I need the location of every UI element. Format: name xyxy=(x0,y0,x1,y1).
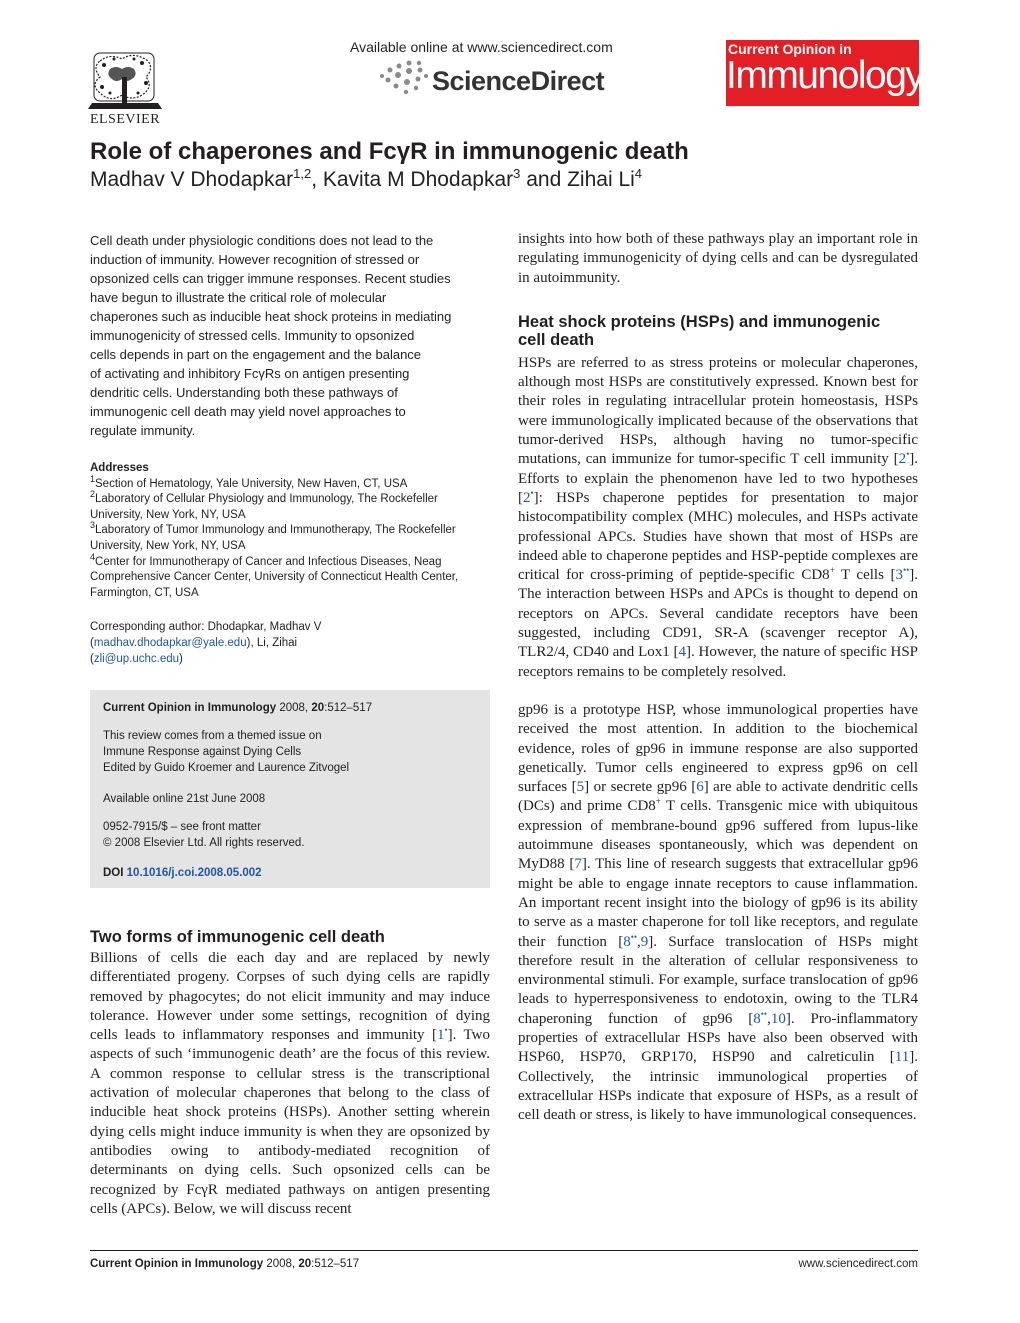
text-run: ]. The interaction between HSPs and APCs is thought to depend on receptors on APCs. Several candidate receptors have been suggested, including CD91, SR-A (scavenger receptor A), TLR2/4, CD40 and Lox1 [ xyxy=(518,567,918,661)
footer-citation xyxy=(90,1258,359,1270)
ref-link-1[interactable] xyxy=(437,1027,448,1043)
text-run: ]. Two aspects of such ‘immunogenic death’ are the focus of this review. A common response to cellular stress is the transcriptional activation of molecular chaperones that belong to the class of inducible heat shock proteins (HSPs). Another setting wherein dying cells might induce immunity is when they are opsonized by antibodies owing to antibody-mediated recognition of determinants on dying cells. Such opsonized cells can be recognized by FcγR mediated pathways on antigen presenting cells (APCs). Below, we will discuss recent xyxy=(90,1027,490,1217)
ref-link-6[interactable]: 6 xyxy=(696,779,704,796)
address-line: University, New York, NY, USA xyxy=(90,539,246,552)
corresponding-mid: ), Li, Zihai xyxy=(246,637,298,649)
issue-info-box xyxy=(90,690,490,888)
abstract-line: Cell death under physiologic conditions does not lead to the xyxy=(90,233,434,248)
address-line: University, New York, NY, USA xyxy=(90,508,246,521)
ref-number: 2 xyxy=(898,451,907,468)
body-paragraph-hsp xyxy=(518,354,918,682)
journal-banner-line2: Immunology xyxy=(726,54,924,97)
corresponding-email2-line: (zli@up.uchc.edu) xyxy=(90,653,183,665)
article-title: Role of chaperones and FcγR in immunogenic death xyxy=(90,138,689,165)
ref-link-2[interactable] xyxy=(899,451,910,467)
author-name: Madhav V Dhodapkar xyxy=(90,168,294,191)
footer-volume: 20 xyxy=(298,1258,312,1270)
ref-number: 8 xyxy=(753,1010,761,1027)
text-run: ] or secrete gp96 [ xyxy=(584,779,697,796)
author-affiliation-sup: 4 xyxy=(634,166,643,181)
address-item xyxy=(90,551,492,602)
superscript-plus: + xyxy=(655,796,661,807)
address-line: Laboratory of Cellular Physiology and Immunology, The Rockefeller xyxy=(95,493,438,506)
section-heading-two-forms: Two forms of immunogenic cell death xyxy=(90,928,385,946)
ref-link-9[interactable]: 9 xyxy=(640,933,649,950)
footer-journal: Current Opinion in Immunology xyxy=(90,1258,264,1270)
email-link-li[interactable]: zli@up.uchc.edu xyxy=(93,653,180,665)
sciencedirect-wordmark: ScienceDirect xyxy=(432,66,605,96)
author-name: Zihai Li xyxy=(567,168,635,191)
footer-divider xyxy=(90,1250,918,1251)
ref-link-5[interactable]: 5 xyxy=(576,779,585,796)
publisher-wordmark: ELSEVIER xyxy=(89,112,161,127)
infobox-themed-2: Immune Response against Dying Cells xyxy=(103,746,302,758)
doi-link[interactable]: 10.1016/j.coi.2008.05.002 xyxy=(126,867,262,879)
text-run: ] are able to activate dendritic cells (DCs) and prime CD8 xyxy=(518,779,918,815)
text-run: ]. However, the nature of specific HSP receptors remains to be completely resolved. xyxy=(518,644,919,680)
abstract-line: chaperones such as inducible heat shock proteins in mediating xyxy=(90,309,452,324)
section-heading-hsp xyxy=(518,313,918,349)
author-separator: , xyxy=(311,168,323,191)
journal-banner-line1: Current Opinion in xyxy=(728,41,852,57)
infobox-volume: 20 xyxy=(311,702,325,714)
abstract-line: opsonized cells can trigger immune responses. Recent studies xyxy=(90,271,451,286)
addresses-heading: Addresses xyxy=(90,462,149,474)
text-run: HSPs are referred to as stress proteins or molecular chaperones, although most HSPs are constitutively expressed. Known best for their roles in regulating intracellular protein homeostasis, HSPs were immunologically implicated because of the observations that tumor-derived HSPs, although having no tumor-specific mutations, can immunize for tumor-specific T cell immunity [ xyxy=(518,354,918,468)
infobox-themed-1: This review comes from a themed issue on xyxy=(103,730,322,742)
address-number: 3 xyxy=(90,520,96,531)
address-line: Center for Immunotherapy of Cancer and Infectious Diseases, Neag xyxy=(95,555,442,568)
infobox-copyright: © 2008 Elsevier Ltd. All rights reserved. xyxy=(103,837,305,849)
ref-number: 8 xyxy=(623,933,631,950)
abstract-line: cells depends in part on the engagement and the balance xyxy=(90,347,422,362)
journal-banner xyxy=(726,40,924,106)
ref-link-3[interactable] xyxy=(895,567,909,583)
infobox-journal: Current Opinion in Immunology xyxy=(103,702,277,714)
ref-link-2b[interactable] xyxy=(523,487,534,506)
ref-dot: • xyxy=(530,487,534,498)
right-column xyxy=(518,230,918,1125)
ref-dot: •• xyxy=(760,1008,768,1019)
text-run: ]. Collectively, the intrinsic immunological properties of extracellular HSPs indicate that exposure of HSPs, as a result of cell death or stress, is likely to have immunological consequences. xyxy=(518,1049,918,1124)
abstract xyxy=(90,231,482,440)
ref-link-7[interactable]: 7 xyxy=(574,856,582,873)
heading-line: cell death xyxy=(518,330,595,349)
abstract-line: of activating and inhibitory FcγRs on antigen presenting xyxy=(90,366,410,381)
body-paragraph-continuation: insights into how both of these pathways play an important role in regulating immunogenicity of dying cells and can be dysregulated in autoimmunity. xyxy=(518,231,918,286)
text-run: , xyxy=(637,933,641,950)
address-list xyxy=(90,473,492,602)
superscript-plus: + xyxy=(829,565,835,576)
infobox-issn: 0952-7915/$ – see front matter xyxy=(103,821,261,833)
author-affiliation-sup: 3 xyxy=(513,166,521,181)
text-run: ]. Pro-inflammatory properties of extracellular HSPs have also been observed with HSP60, HSP70, GRP170, HSP90 and calreticulin [ xyxy=(518,1010,918,1066)
ref-dot: • xyxy=(444,1025,448,1036)
address-number: 2 xyxy=(90,489,96,500)
address-item xyxy=(90,520,492,554)
body-paragraph-gp96 xyxy=(518,701,918,1126)
author-list xyxy=(90,168,642,192)
ref-number: 1 xyxy=(436,1027,445,1044)
corresponding-author xyxy=(90,619,490,667)
addresses xyxy=(90,461,492,601)
address-line: Comprehensive Cancer Center, University of Connecticut Health Center, xyxy=(90,571,459,584)
heading-line: Heat shock proteins (HSPs) and immunogenic xyxy=(518,312,881,331)
text-run: T cells. Transgenic mice with ubiquitous expression of membrane-bound gp96 suffered from lupus-like autoimmune diseases spontaneously, which was dependent on MyD88 [ xyxy=(518,798,918,873)
text-run: ]: HSPs chaperone peptides for presentation to major histocompatibility complex (MHC) molecules, and HSPs activate professional APCs. Studies have shown that most of HSPs are indeed able to chaperone peptides and HSP-peptide complexes are critical for cross-priming of peptide-specific CD8 xyxy=(518,489,918,584)
ref-link-8[interactable] xyxy=(623,931,638,950)
footer-year: 2008, xyxy=(266,1258,296,1270)
author-name: Kavita M Dhodapkar xyxy=(322,168,514,191)
infobox-themed-3: Edited by Guido Kroemer and Laurence Zitvogel xyxy=(103,762,350,774)
ref-link-10[interactable]: 10 xyxy=(770,1010,786,1027)
corresponding-line: Corresponding author: Dhodapkar, Madhav V xyxy=(90,621,322,633)
abstract-line: dendritic cells. Understanding both these pathways of xyxy=(90,385,398,400)
infobox-pages: :512–517 xyxy=(324,702,373,714)
infobox-available: Available online 21st June 2008 xyxy=(103,793,266,805)
ref-dot: •• xyxy=(630,931,638,942)
text-run: T cells [ xyxy=(834,567,896,584)
body-paragraph-left xyxy=(90,949,490,1219)
footer-pages: :512–517 xyxy=(311,1258,360,1270)
author-separator: and xyxy=(520,168,568,191)
abstract-line: immunogenic cell death may yield novel approaches to xyxy=(90,404,406,419)
ref-number: 2 xyxy=(523,489,531,506)
text-run: gp96 is a prototype HSP, whose immunological properties have received the most attention. In addition to the biochemical evidence, roles of gp96 in immune response are also supported genetically. Tumor cells engineered to express gp96 on cell surfaces [ xyxy=(518,701,918,796)
abstract-line: immunogenicity of stressed cells. Immunity to opsonized xyxy=(90,328,415,343)
abstract-line: have begun to illustrate the critical role of molecular xyxy=(90,290,387,305)
ref-link-8b[interactable] xyxy=(753,1008,768,1027)
address-line: Laboratory of Tumor Immunology and Immunotherapy, The Rockefeller xyxy=(95,524,456,537)
email-link-dhodapkar[interactable]: madhav.dhodapkar@yale.edu xyxy=(93,637,247,649)
text-run: ]. This line of research suggests that extracellular gp96 might be able to engage innate receptors to cause inflammation. An important recent insight into the biology of gp96 is its ability to serve as a master chaperone for toll like receptors, and regulate their function [ xyxy=(518,856,918,950)
ref-number: 3 xyxy=(895,567,903,584)
infobox-citation xyxy=(103,700,372,716)
infobox-year: 2008, xyxy=(279,702,309,714)
corresponding-emails: (madhav.dhodapkar@yale.edu), Li, Zihai xyxy=(90,637,298,649)
abstract-line: induction of immunity. However recognition of stressed or xyxy=(90,252,420,267)
address-number: 1 xyxy=(90,473,96,484)
ref-dot: • xyxy=(906,449,910,460)
text-run: , xyxy=(767,1010,771,1027)
abstract-line: regulate immunity. xyxy=(90,423,196,438)
address-item xyxy=(90,473,492,493)
address-number: 4 xyxy=(90,551,96,562)
text-run: ]. Surface translocation of HSPs might therefore result in the alteration of cellular responsiveness to environmental stimuli. For example, surface translocation of gp96 leads to hyperresponsiveness to endotoxin, owing to the TLR4 chaperoning function of gp96 [ xyxy=(518,933,918,1027)
text-run: Billions of cells die each day and are replaced by newly differentiated progeny. Corpses of such dying cells are rapidly removed by phagocytes; do not elicit immunity and may induce tolerance. However under some settings, recognition of dying cells leads to inflammatory responses and immunity [ xyxy=(90,950,490,1044)
infobox-doi-row xyxy=(103,865,262,881)
address-line: Section of Hematology, Yale University, New Haven, CT, USA xyxy=(95,477,408,490)
ref-dot: •• xyxy=(902,565,910,576)
available-online-text[interactable]: Available online at www.sciencedirect.com xyxy=(350,39,613,55)
address-item xyxy=(90,489,492,523)
author-affiliation-sup: 1,2 xyxy=(293,166,312,181)
ref-link-4[interactable]: 4 xyxy=(678,644,687,661)
text-run: ]. Efforts to explain the phenomenon have led to two hypotheses [ xyxy=(518,451,918,506)
footer-url[interactable]: www.sciencedirect.com xyxy=(798,1258,918,1270)
infobox-doi-label: DOI xyxy=(103,867,124,879)
address-line: Farmington, CT, USA xyxy=(90,586,199,599)
ref-link-11[interactable]: 11 xyxy=(894,1049,910,1066)
